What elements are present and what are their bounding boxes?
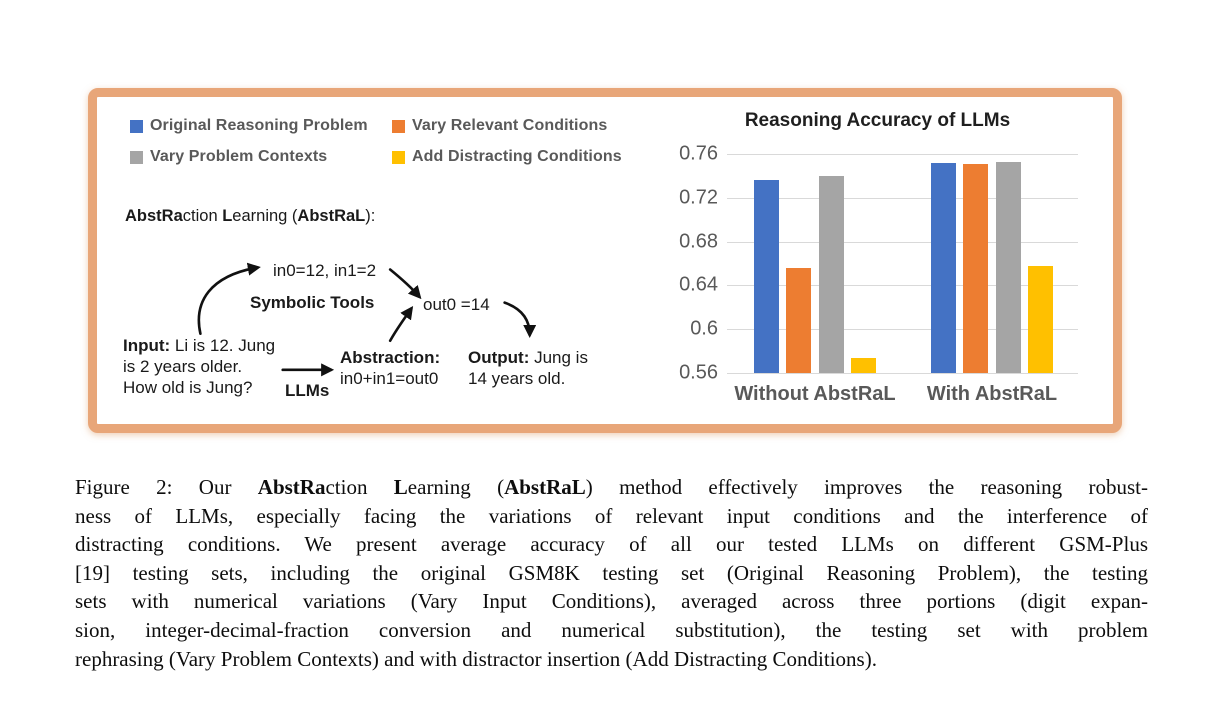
text-segment: Li is 12. Jung	[170, 336, 276, 355]
symbolic-tools-label: Symbolic Tools	[250, 293, 375, 312]
text-segment: AbstRaL	[504, 475, 586, 499]
text-segment: Abstraction:	[340, 348, 441, 367]
text-segment: AbstRa	[125, 207, 183, 225]
text-segment: [19] testing sets, including the original GSM8K testing set (Original Reasoning Problem), the testing	[75, 560, 1148, 585]
text-segment: L	[393, 475, 408, 499]
y-axis-tick-labels	[628, 142, 718, 384]
gridline	[727, 329, 1078, 330]
caption-line	[75, 587, 1148, 616]
legend-item-label: Add Distracting Conditions	[412, 148, 622, 165]
x-category-label: With AbstRaL	[926, 383, 1058, 405]
text-segment: ction	[182, 207, 223, 225]
figure-frame	[88, 88, 1122, 433]
figure-frame-content	[97, 97, 1113, 424]
text-segment: AbstRa	[257, 475, 326, 499]
bar	[963, 164, 988, 373]
text-segment: is 2 years older.	[123, 357, 243, 376]
caption-line	[75, 473, 1148, 502]
llms-label: LLMs	[285, 381, 330, 400]
gridline	[727, 198, 1078, 199]
legend-item-label: Vary Problem Contexts	[150, 148, 328, 165]
y-tick-label: 0.72	[679, 186, 718, 209]
caption-line	[75, 502, 1148, 531]
text-segment: ):	[365, 207, 376, 225]
gridline	[727, 285, 1078, 286]
x-category-label: Without AbstRaL	[734, 383, 896, 405]
text-segment: AbstRaL	[297, 207, 366, 225]
text-segment: ction	[325, 475, 394, 499]
legend-item-label: Original Reasoning Problem	[150, 117, 368, 134]
figure-caption	[75, 473, 1148, 673]
y-tick-label: 0.68	[679, 230, 718, 253]
text-segment: Jung is	[529, 348, 588, 367]
bar	[819, 176, 844, 373]
y-tick-label: 0.6	[690, 317, 718, 340]
gridline	[727, 154, 1078, 155]
text-segment: ) method effectively improves the reasoning robust-	[585, 475, 1148, 499]
legend-item-label: Vary Relevant Conditions	[412, 117, 608, 134]
text-segment: ness of LLMs, especially facing the variations of relevant input conditions and the interference of	[75, 503, 1148, 528]
text-segment: Figure 2: Our	[75, 475, 258, 499]
text-segment: earning (	[407, 475, 505, 499]
chart-title: Reasoning Accuracy of LLMs	[744, 110, 1011, 131]
bar	[786, 268, 811, 373]
caption-line	[75, 645, 1148, 674]
text-segment: sion, integer-decimal-fraction conversion and numerical substitution), the testing set with problem	[75, 617, 1148, 642]
text-segment: rephrasing (Vary Problem Contexts) and with distractor insertion (Add Distracting Conditions).	[75, 646, 877, 671]
text-segment: 14 years old.	[468, 369, 566, 388]
text-segment: Input:	[123, 336, 171, 355]
gridline	[727, 373, 1078, 374]
text-segment: distracting conditions. We present average accuracy of all our tested LLMs on different GSM-Plus	[75, 532, 1148, 557]
text-segment: sets with numerical variations (Vary Input Conditions), averaged across three portions (digit expan-	[75, 589, 1148, 614]
bar	[931, 163, 956, 373]
y-tick-label: 0.56	[679, 361, 718, 384]
y-tick-label: 0.76	[679, 142, 718, 165]
text-segment: L	[222, 207, 233, 225]
accuracy-bar-chart	[97, 97, 1113, 424]
text-segment: in0+in1=out0	[340, 369, 439, 388]
bar	[851, 358, 876, 373]
out-value-text: out0 =14	[423, 295, 490, 314]
plot-area	[727, 154, 1078, 373]
text-segment: earning (	[232, 207, 298, 225]
in-values-text: in0=12, in1=2	[273, 261, 377, 280]
caption-line	[75, 530, 1148, 559]
caption-line	[75, 616, 1148, 645]
bar	[754, 180, 779, 373]
text-segment: Output:	[468, 348, 530, 367]
caption-line	[75, 559, 1148, 588]
y-tick-label: 0.64	[679, 273, 718, 296]
bar	[1028, 266, 1053, 373]
bar	[996, 162, 1021, 373]
text-segment: How old is Jung?	[123, 378, 253, 397]
gridline	[727, 242, 1078, 243]
